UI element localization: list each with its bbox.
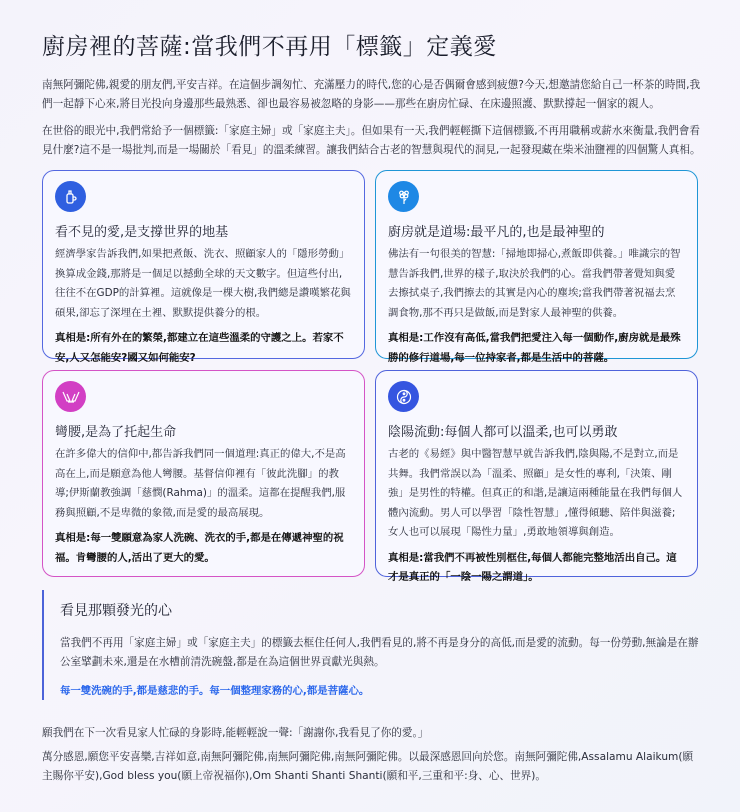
truth-card	[375, 370, 698, 583]
card-truth: 真相是:工作沒有高低,當我們把愛注入每一個動作,廚房就是最殊勝的修行道場,每一位持家者,都是生活中的菩薩。	[388, 332, 681, 364]
intro-paragraph: 在世俗的眼光中,我們常給予一個標籤:「家庭主婦」或「家庭主夫」。但如果有一天,我們輕輕撕下這個標籤,不再用職稱或薪水來衡量,我們會看見什麼?這不是一場批判,而是一場關於「看見」的溫柔練習。讓我們結合古老的智慧與現代的洞見,一起發現藏在柴米油鹽裡的四個驚人真相。	[42, 125, 701, 156]
card-title: 陰陽流動:每個人都可以溫柔,也可以勇敢	[388, 425, 618, 440]
yin-yang-icon	[388, 381, 419, 412]
card-truth: 真相是:每一雙願意為家人洗碗、洗衣的手,都是在傳遞神聖的祝福。肯彎腰的人,活出了更大的愛。	[55, 532, 344, 564]
card-body: 古老的《易經》與中醫智慧早就告訴我們,陰與陽,不是對立,而是共舞。我們常誤以為「溫柔、照顧」是女性的專利,「決策、剛強」是男性的特權。但真正的和諧,是讓這兩種能量在我們每個人體內流動。男人可以學習「陰性智慧」,懂得傾聽、陪伴與滋養;女人也可以展現「陽性力量」,勇敢地領導與創造。	[388, 448, 683, 538]
intro-paragraph: 南無阿彌陀佛,親愛的朋友們,平安吉祥。在這個步調匆忙、充滿壓力的時代,您的心是否偶爾會感到疲憊?今天,想邀請您給自己一杯茶的時間,我們一起靜下心來,將目光投向身邊那些最熟悉、卻也最容易被忽略的身影——那些在廚房忙碌、在床邊照護、默默撐起一個家的親人。	[42, 79, 701, 110]
page-title: 廚房裡的菩薩:當我們不再用「標籤」定義愛	[42, 34, 497, 60]
quote-highlight: 每一雙洗碗的手,都是慈悲的手。每一個整理家務的心,都是菩薩心。	[60, 685, 370, 697]
closing-paragraph: 願我們在下一次看見家人忙碌的身影時,能輕輕說一聲:「謝謝你,我看見了你的愛。」	[42, 727, 429, 739]
card-body: 佛法有一句很美的智慧:「掃地即掃心,煮飯即供養。」唯識宗的智慧告訴我們,世界的樣子,取決於我們的心。當我們帶著覺知與愛去擦拭桌子,我們擦去的其實是內心的塵埃;當我們帶著祝福去烹調食物,那不再只是做飯,而是對家人最神聖的供養。	[388, 248, 681, 319]
closing-paragraph: 萬分感恩,願您平安喜樂,吉祥如意,南無阿彌陀佛,南無阿彌陀佛,南無阿彌陀佛。以最深感恩回向於您。南無阿彌陀佛,Assalamu Alaikum(願主賜你平安),God bless you(願上帝祝福你),Om Shanti Shanti Shanti(願和平,三重和平:身、心、世界)。	[42, 751, 694, 782]
card-body: 在許多偉大的信仰中,都告訴我們同一個道理:真正的偉大,不是高高在上,而是願意為他人彎腰。基督信仰裡有「彼此洗腳」的教導;伊斯蘭教強調「慈憫(Rahma)」的溫柔。這都在提醒我們,服務與照顧,不是卑微的象徵,而是愛的最高展現。	[55, 448, 346, 519]
card-truth: 真相是:所有外在的繁榮,都建立在這些溫柔的守護之上。若家不安,人又怎能安?國又如何能安?	[55, 332, 344, 364]
card-title: 廚房就是道場:最平凡的,也是最神聖的	[388, 225, 605, 240]
truth-card	[375, 170, 698, 364]
truth-card	[42, 370, 365, 577]
card-title: 彎腰,是為了托起生命	[55, 425, 177, 440]
bottle-icon	[55, 181, 86, 212]
card-body: 經濟學家告訴我們,如果把煮飯、洗衣、照顧家人的「隱形勞動」換算成金錢,那將是一個足以撼動全球的天文數字。但這些付出,往往不在GDP的計算裡。這就像是一棵大樹,我們總是讚嘆繁花與碩果,卻忘了深埋在土裡、默默提供養分的根。	[55, 248, 351, 319]
quote-body: 當我們不再用「家庭主婦」或「家庭主夫」的標籤去框住任何人,我們看見的,將不再是身分的高低,而是愛的流動。每一份勞動,無論是在辦公室擘劃未來,還是在水槽前清洗碗盤,都是在為這個世界貢獻光與熱。	[60, 637, 699, 668]
card-truth: 真相是:當我們不再被性別框住,每個人都能完整地活出自己。這才是真正的「一陰一陽之謂道」。	[388, 551, 677, 583]
card-title: 看不見的愛,是支撐世界的地基	[55, 225, 229, 240]
quote-title: 看見那顆發光的心	[60, 603, 172, 619]
truth-card	[42, 170, 365, 364]
hands-icon	[55, 381, 86, 412]
flower-icon	[388, 181, 419, 212]
quote-block	[42, 590, 702, 700]
